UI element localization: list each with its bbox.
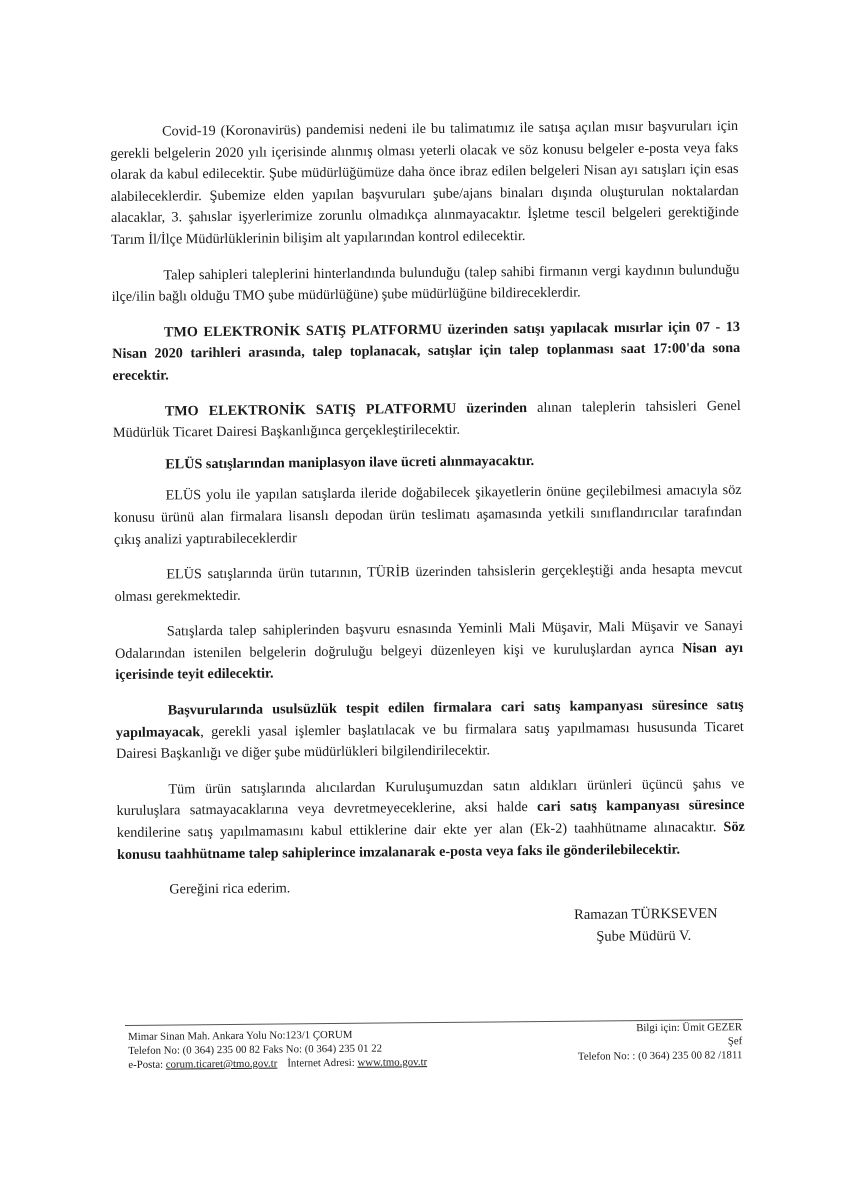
info-contact-title: Şef (727, 1035, 743, 1048)
email-label: e-Posta: (128, 1058, 166, 1071)
footer-contact (128, 1027, 427, 1072)
commitment-bold-2: Söz konusu taahhütname talep sahiplerince imzalanarak e-posta veya faks ile gönderilebilecektir. (116, 818, 745, 863)
verification-text: Satışlarda talep sahiplerinden başvuru esnasında Yeminli Mali Müşavir, Mali Müşavir ve Sanayi Odalarından istenilen belgelerin doğruluğu belgeyi düzenleyen kişi ve kuruluşlardan ayrıca (115, 618, 743, 662)
commitment-bold-1: cari satış kampanyası süresince (536, 797, 745, 816)
closing-line: Gereğini rica ederim. (169, 880, 291, 898)
paragraph-verification (115, 616, 744, 687)
info-contact-name: Bilgi için: Ümit GEZER (636, 1021, 743, 1035)
paragraph-payment: ELÜS satışlarında ürün tutarının, TÜRİB üzerinden tahsislerin gerçekleştiği anda hesapta mevcut olması gerekmektedir. (114, 561, 743, 605)
footer-address: Mimar Sinan Mah. Ankara Yolu No:123/1 ÇORUM (128, 1028, 353, 1043)
signatory-name: Ramazan TÜRKSEVEN (574, 905, 718, 923)
commitment-text-a: Tüm ürün satışlarında alıcılardan Kuruluşumuzdan satın aldıkları ürünleri üçüncü şahıs ve kuruluşlara satmayacaklarına veya devretmeyeceklerine, aksi halde (116, 775, 745, 820)
footer-phone-fax: Telefon No: (0 364) 235 00 82 Faks No: (0 364) 235 01 22 (128, 1042, 383, 1057)
paragraph-irregularity (116, 695, 745, 766)
footer-info (548, 1020, 742, 1064)
paragraph-exit-analysis: ELÜS yolu ile yapılan satışlarda ileride doğabilecek şikayetlerin önüne geçilebilmesi amacıyla söz konusu ürünü alan firmalara lisanslı depodan ürün teslimatı aşamasında yetkili sınıflandırıcılar tarafından çıkış analizi yaptırabileceklerdir (113, 482, 742, 548)
footer-email-web (128, 1055, 427, 1072)
paragraph-request-submission: Talep sahipleri taleplerini hinterlandında bulunduğu (talep sahibi firmanın vergi kaydının bulunduğu ilçe/ilin bağlı olduğu TMO şube müdürlüğüne) şube müdürlüğüne bildireceklerdir. (111, 261, 740, 306)
signatory-title: Şube Müdürü V. (596, 927, 692, 945)
paragraph-request-dates: TMO ELEKTRONİK SATIŞ PLATFORMU üzerinden satışı yapılacak mısırlar için 07 - 13 Nisan 2020 tarihleri arasında, talep toplanacak, satışlar için talep toplanması saat 17:00'da sona erecektir. (112, 318, 741, 384)
web-label: İnternet Adresi: (287, 1056, 358, 1070)
paragraph-commitment (116, 774, 745, 866)
irregularity-text: , gerekli yasal işlemler başlatılacak ve bu firmalara satış yapılmaması hususunda Ticaret Dairesi Başkanlığı ve diğer şube müdürlükleri bilgilendirilecektir. (115, 718, 744, 763)
irregularity-bold: Başvurularında usulsüzlük tespit edilen firmalara cari satış kampanyası süresince satış yapılmayacak (115, 697, 744, 741)
paragraph-covid-documents: Covid-19 (Koronavirüs) pandemisi nedeni ile bu talimatımız ile satışa açılan mısır başvuruları için gerekli belgelerin 2020 yılı içerisinde alınmış olması yeterli olacak ve söz konusu belgeler e-posta veya faks olarak da kabul edilecektir. Şube müdürlüğümüze daha önce ibraz edilen belgeleri Nisan ayı satışları için esas alabileceklerdir. Şubemize elden yapılan başvuruları şube/ajans binaları dışında oluşturulan noktalardan alacaklar, 3. şahıslar işyerlerimize zorunlu olmadıkça alınmayacaktır. İşletme tescil belgeleri gerektiğinde Tarım İl/İlçe Müdürlüklerinin bilişim alt yapılarından kontrol edilecektir. (110, 117, 739, 248)
email-link[interactable]: corum.ticaret@tmo.gov.tr (165, 1057, 278, 1071)
commitment-text-b: kendilerine satış yapılmamasını kabul ettiklerine dair ekte yer alan (Ek-2) taahhütname alınacaktır. (116, 819, 724, 841)
letter-body (110, 116, 746, 916)
signature-block (574, 903, 718, 948)
verification-bold: Nisan ayı içerisinde teyit edilecektir. (115, 639, 744, 684)
paragraph-allocation (113, 395, 741, 444)
paragraph-no-fee: ELÜS satışlarından maniplasyon ilave ücreti alınmayacaktır. (165, 452, 535, 473)
platform-name-bold: TMO ELEKTRONİK SATIŞ PLATFORMU üzerinden (164, 399, 528, 420)
allocation-text: alınan taleplerin tahsisleri Genel Müdürlük Ticaret Dairesi Başkanlığınca gerçekleştirilecektir. (112, 397, 741, 442)
info-contact-phone: Telefon No: : (0 364) 235 00 82 /1811 (577, 1049, 743, 1063)
web-link[interactable]: www.tmo.gov.tr (357, 1056, 428, 1069)
